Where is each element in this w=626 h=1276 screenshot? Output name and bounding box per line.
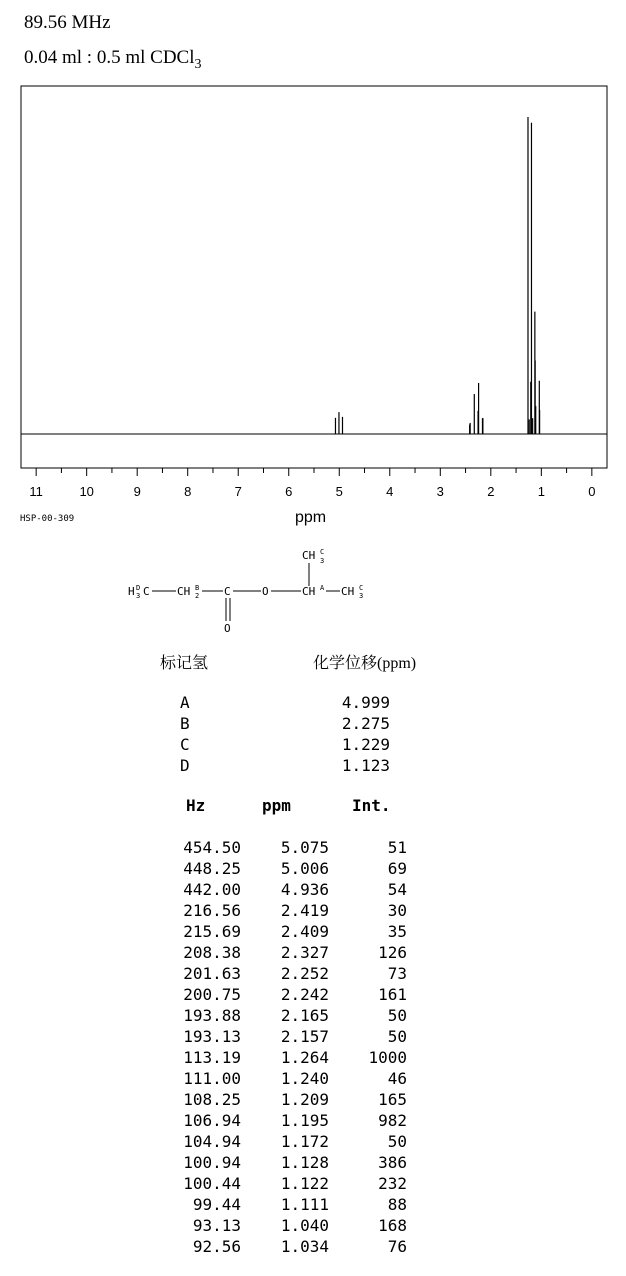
carbonyl-o-label: O	[224, 622, 231, 635]
methyl-top-sup: C	[320, 548, 325, 556]
left-h-sub: 3	[136, 592, 141, 600]
peak-header-hz: Hz	[186, 796, 206, 815]
x-tick-label: 3	[436, 484, 444, 499]
peak-hz: 92.56	[192, 1237, 241, 1256]
peak-hz: 448.25	[183, 859, 241, 878]
peak-hz: 99.44	[192, 1195, 241, 1214]
peak-hz: 113.19	[183, 1048, 241, 1067]
ester-o-label: O	[262, 585, 269, 598]
table-row	[160, 837, 407, 858]
peak-intensity: 168	[378, 1216, 407, 1235]
peak-ppm: 1.195	[280, 1111, 329, 1130]
peak-intensity: 35	[387, 922, 407, 941]
assignment-col-label: 标记氢	[160, 655, 209, 672]
peak-ppm: 2.165	[280, 1006, 329, 1025]
peak-hz: 93.13	[192, 1216, 241, 1235]
table-row	[160, 1173, 407, 1194]
assignment-shift: 2.275	[341, 714, 390, 733]
peak-hz: 193.88	[183, 1006, 241, 1025]
right-ch3-sub: 3	[359, 592, 364, 600]
x-tick-label: 6	[285, 484, 293, 499]
peak-ppm: 1.240	[280, 1069, 329, 1088]
peak-hz: 193.13	[183, 1027, 241, 1046]
peak-ppm: 1.209	[280, 1090, 329, 1109]
peak-ppm: 1.122	[280, 1174, 329, 1193]
peak-hz: 201.63	[183, 964, 241, 983]
x-tick-label: 10	[79, 484, 94, 499]
assignment-table	[180, 692, 390, 776]
ch2-label: CH	[177, 585, 191, 598]
peak-intensity: 126	[378, 943, 407, 962]
peak-ppm: 2.409	[280, 922, 329, 941]
peak-table	[160, 837, 407, 1257]
table-row	[160, 1194, 407, 1215]
table-row	[160, 1152, 407, 1173]
table-row	[160, 900, 407, 921]
peak-ppm: 2.252	[280, 964, 329, 983]
peak-intensity: 50	[387, 1132, 407, 1151]
assignment-row	[180, 692, 390, 713]
peak-intensity: 386	[378, 1153, 407, 1172]
peak-ppm: 5.006	[280, 859, 329, 878]
table-row	[160, 879, 407, 900]
assignment-shift: 4.999	[341, 693, 390, 712]
left-h-label: H	[128, 585, 135, 598]
peak-intensity: 50	[387, 1027, 407, 1046]
peak-intensity: 1000	[368, 1048, 407, 1067]
assignment-row	[180, 734, 390, 755]
x-tick-label: 2	[487, 484, 495, 499]
peak-intensity: 30	[387, 901, 407, 920]
sample-subscript: 3	[194, 57, 202, 72]
table-row	[160, 1068, 407, 1089]
x-axis-ticks	[36, 468, 592, 476]
carbonyl-c-label: C	[224, 585, 231, 598]
peak-ppm: 1.264	[280, 1048, 329, 1067]
peak-hz: 100.94	[183, 1153, 241, 1172]
assignment-shift: 1.123	[341, 756, 390, 775]
right-ch3-sup: C	[359, 584, 364, 592]
assignment-row	[180, 713, 390, 734]
table-row	[160, 1089, 407, 1110]
peak-ppm: 2.242	[280, 985, 329, 1004]
peak-hz: 442.00	[183, 880, 241, 899]
table-row	[160, 1215, 407, 1236]
peak-hz: 208.38	[183, 943, 241, 962]
assignment-shift: 1.229	[341, 735, 390, 754]
x-tick-label: 7	[234, 484, 242, 499]
table-row	[160, 1005, 407, 1026]
ch-a-label: CH	[302, 585, 316, 598]
table-row	[160, 858, 407, 879]
x-tick-label: 1	[537, 484, 545, 499]
left-h-sup: D	[136, 584, 141, 592]
peak-intensity: 88	[387, 1195, 407, 1214]
table-row	[160, 1047, 407, 1068]
assignment-label: C	[180, 735, 190, 754]
peak-hz: 454.50	[183, 838, 241, 857]
peak-ppm: 1.040	[280, 1216, 329, 1235]
assignment-label: D	[180, 756, 190, 775]
table-row	[160, 1026, 407, 1047]
peak-intensity: 51	[387, 838, 407, 857]
right-ch3-label: CH	[341, 585, 355, 598]
table-row	[160, 1110, 407, 1131]
table-row	[160, 1131, 407, 1152]
peak-series	[335, 117, 539, 434]
x-tick-label: 11	[29, 484, 43, 499]
assignment-label: A	[180, 693, 190, 712]
peak-ppm: 4.936	[280, 880, 329, 899]
sample-text: 0.04 ml : 0.5 ml CDCl	[24, 47, 195, 68]
assignment-col-shift: 化学位移(ppm)	[313, 655, 417, 672]
x-tick-label: 0	[588, 484, 596, 499]
nmr-spectrum-chart	[0, 0, 626, 540]
peak-intensity: 46	[387, 1069, 407, 1088]
table-row	[160, 984, 407, 1005]
peak-intensity: 54	[387, 880, 407, 899]
peak-intensity: 69	[387, 859, 407, 878]
assignment-row	[180, 755, 390, 776]
peak-ppm: 1.034	[280, 1237, 329, 1256]
peak-intensity: 50	[387, 1006, 407, 1025]
peak-ppm: 2.419	[280, 901, 329, 920]
peak-hz: 108.25	[183, 1090, 241, 1109]
peak-ppm: 1.128	[280, 1153, 329, 1172]
peak-intensity: 161	[378, 985, 407, 1004]
x-tick-label: 9	[133, 484, 141, 499]
peak-intensity: 232	[378, 1174, 407, 1193]
table-row	[160, 963, 407, 984]
x-axis-tick-labels	[29, 484, 595, 499]
peak-hz: 104.94	[183, 1132, 241, 1151]
peak-header-ppm: ppm	[262, 796, 291, 815]
peak-hz: 200.75	[183, 985, 241, 1004]
peak-intensity: 165	[378, 1090, 407, 1109]
methyl-top-sub: 3	[320, 557, 325, 565]
left-c-label: C	[143, 585, 150, 598]
peak-intensity: 73	[387, 964, 407, 983]
peak-hz: 216.56	[183, 901, 241, 920]
spectrometer-frequency: 89.56 MHz	[24, 12, 111, 33]
methyl-top-label: CH	[302, 549, 316, 562]
peak-intensity: 982	[378, 1111, 407, 1130]
x-tick-label: 4	[386, 484, 394, 499]
table-row	[160, 942, 407, 963]
plot-frame	[21, 86, 607, 468]
peak-ppm: 2.157	[280, 1027, 329, 1046]
peak-intensity: 76	[387, 1237, 407, 1256]
assignment-label: B	[180, 714, 190, 733]
table-row	[160, 1236, 407, 1257]
peak-hz: 111.00	[183, 1069, 241, 1088]
table-row	[160, 921, 407, 942]
x-axis-label: ppm	[295, 509, 327, 526]
ch2-sub: 2	[195, 592, 200, 600]
peak-ppm: 5.075	[280, 838, 329, 857]
chemical-structure	[120, 543, 380, 638]
x-tick-label: 8	[184, 484, 192, 499]
peak-ppm: 1.111	[280, 1195, 329, 1214]
peak-hz: 106.94	[183, 1111, 241, 1130]
peak-hz: 100.44	[183, 1174, 241, 1193]
peak-header-int: Int.	[352, 796, 391, 815]
peak-ppm: 1.172	[280, 1132, 329, 1151]
ch2-sup: B	[195, 584, 200, 592]
ch-a-sup: A	[320, 584, 325, 592]
peak-hz: 215.69	[183, 922, 241, 941]
spectrum-code: HSP-00-309	[20, 514, 75, 524]
x-tick-label: 5	[335, 484, 343, 499]
peak-ppm: 2.327	[280, 943, 329, 962]
